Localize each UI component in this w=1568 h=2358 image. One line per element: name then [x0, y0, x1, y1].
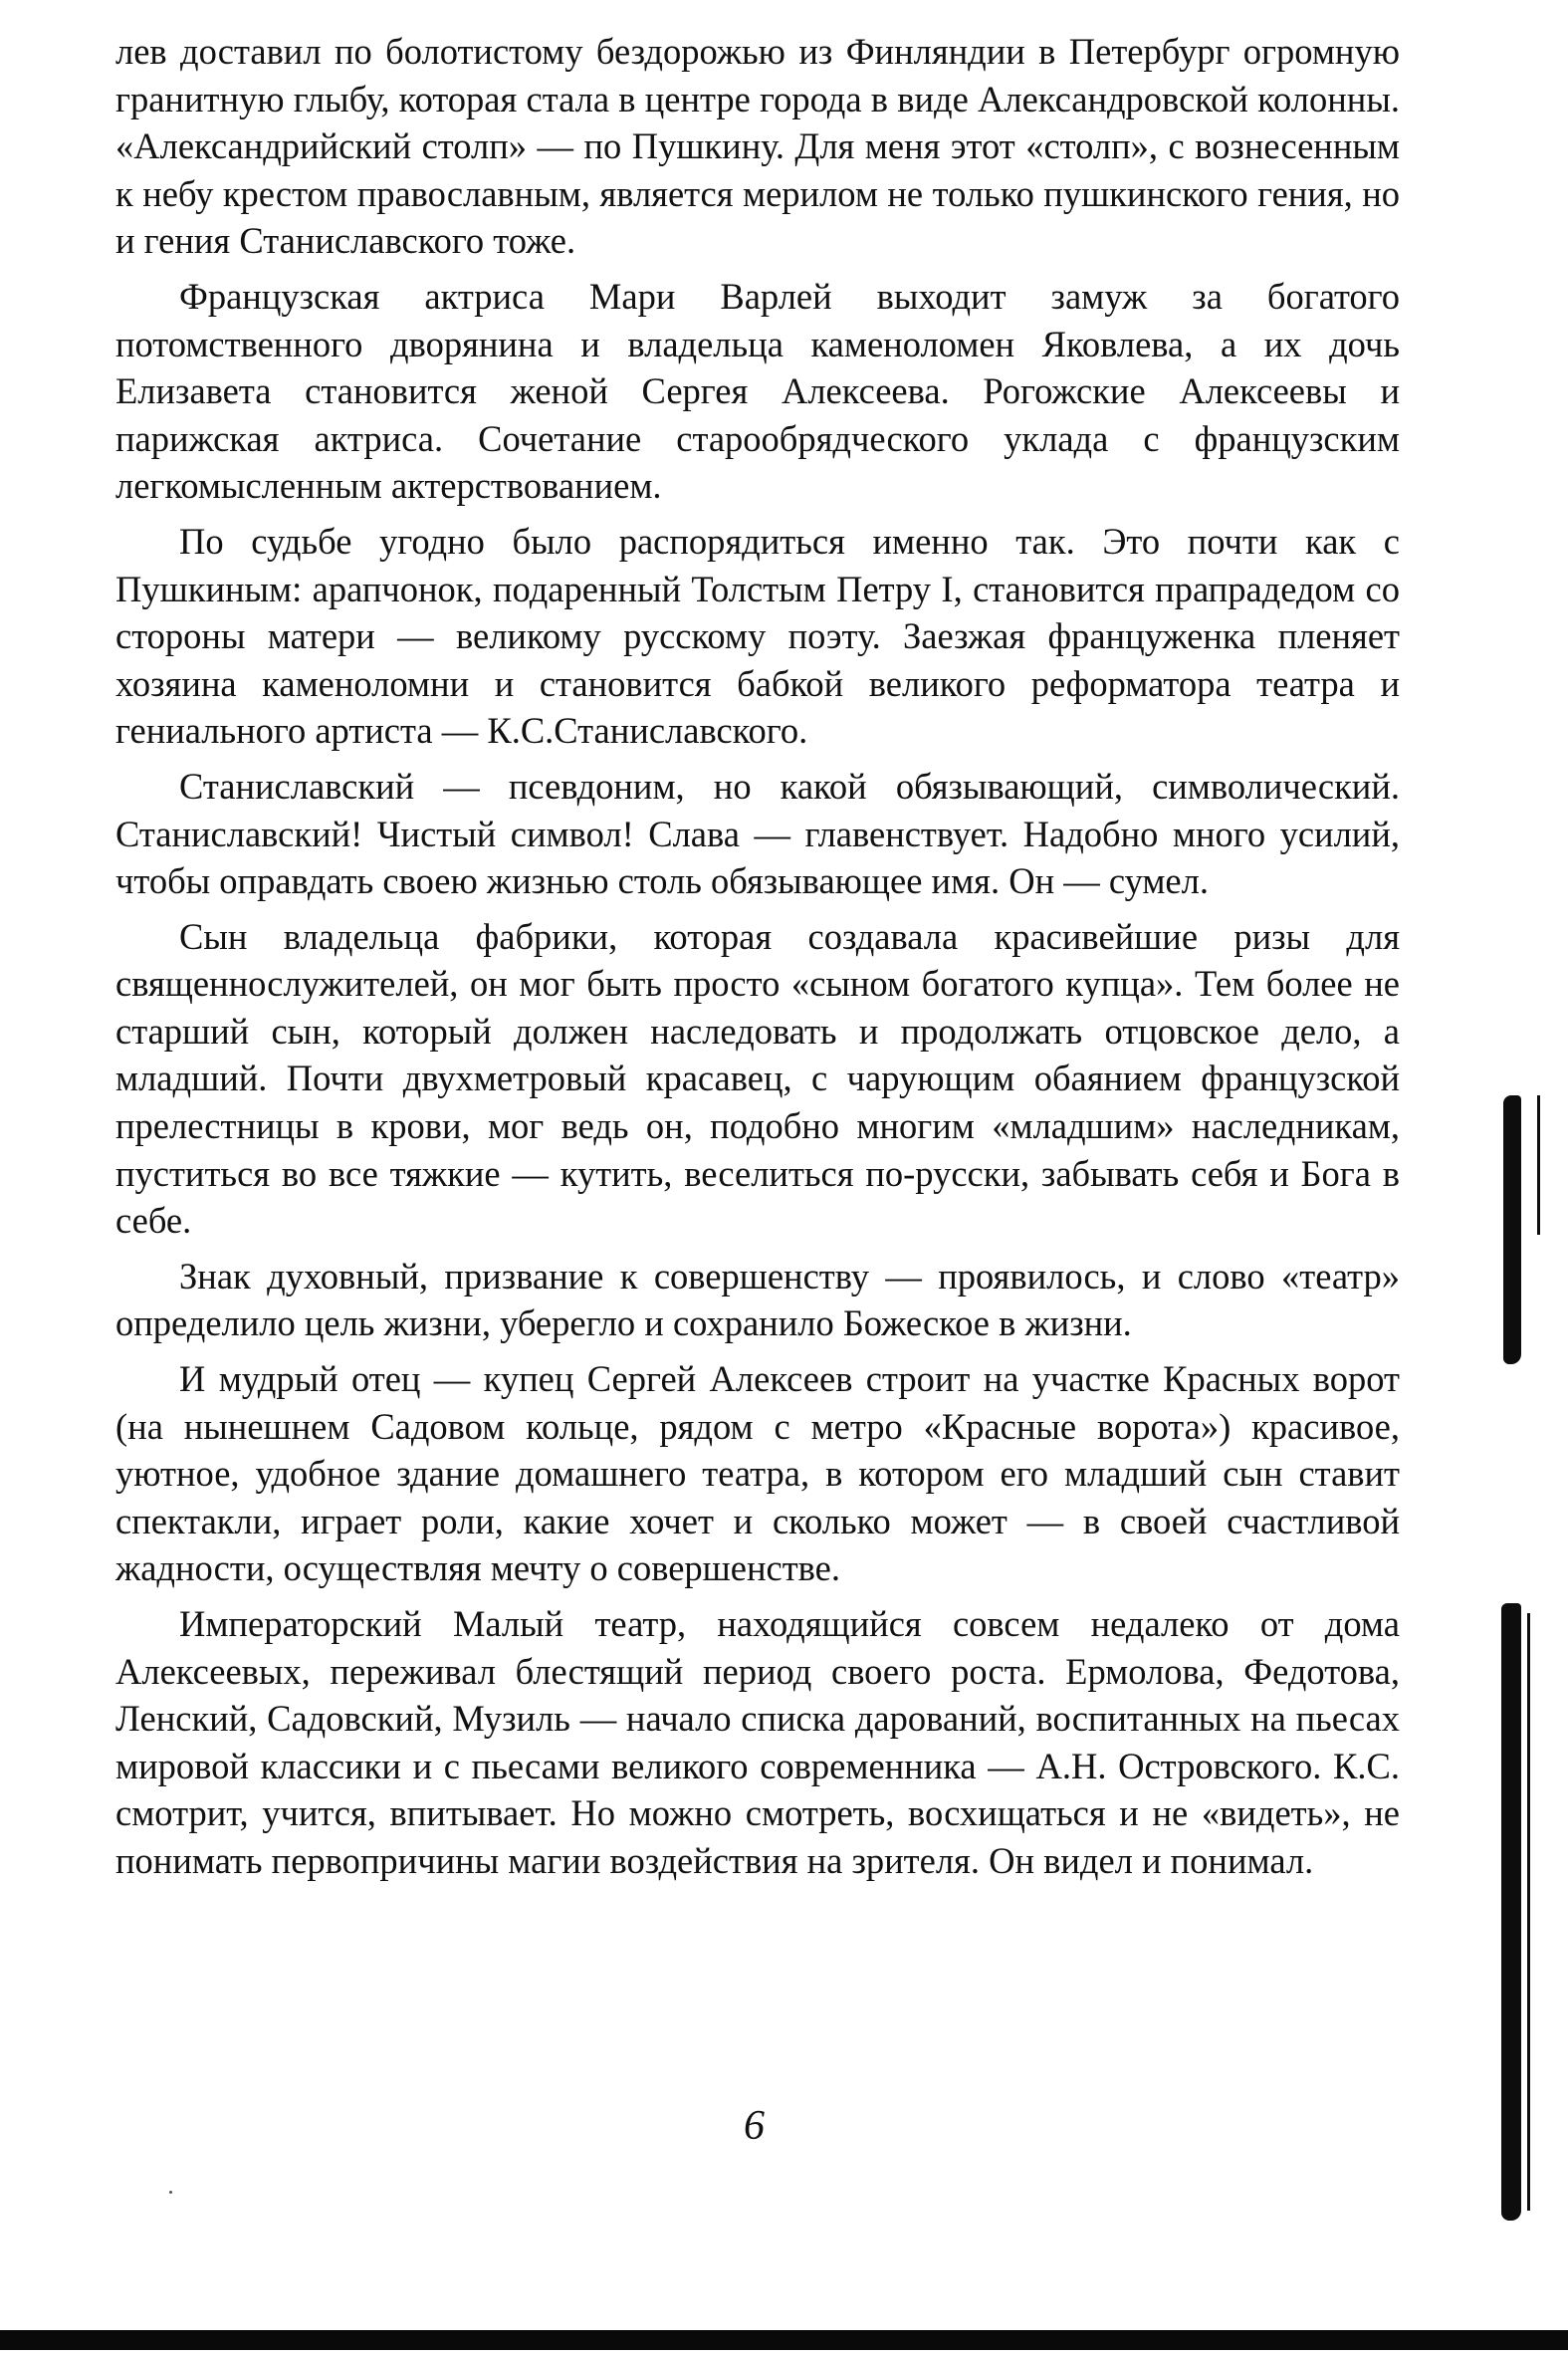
- paragraph-8: Императорский Малый театр, находящийся совсем недалеко от дома Алексеевых, переживал блестящий период своего роста. Ермолова, Федотова, Ленский, Садовский, Музиль — начало списка дарований, воспитанных на пьесах мировой классики и с пьесами великого современника — А.Н. Островского. К.С. смотрит, учится, впитывает. Но можно смотреть, восхищаться и не «видеть», не понимать первопричины магии воздействия на зрителя. Он видел и понимал.: [115, 1603, 1400, 1881]
- scan-smudge-lower: [1501, 1603, 1521, 2221]
- paragraph-5: Сын владельца фабрики, которая создавала красивейшие ризы для священнослужителей, он мог быть просто «сыном богатого купца». Тем более не старший сын, который должен наследовать и продолжать отцовское дело, а младший. Почти двухметровый красавец, с чарующим обаянием французской прелестницы в крови, мог ведь он, подобно многим «младшим» наследникам, пуститься во все тяжкие — кутить, веселиться по-русски, забывать себя и Бога в себе.: [115, 915, 1400, 1242]
- paragraph-7: И мудрый отец — купец Сергей Алексеев строит на участке Красных ворот (на нынешнем Садовом кольце, рядом с метро «Красные ворота») красивое, уютное, удобное здание домашнего театра, в котором его младший сын ставит спектакли, играет роли, какие хочет и сколько может — в своей счастливой жадности, осуществляя мечту о совершенстве.: [115, 1358, 1400, 1589]
- scan-bottom-edge: [0, 2330, 1568, 2350]
- paragraph-3: По судьбе угодно было распорядиться именно так. Это почти как с Пушкиным: арапчонок, подаренный Толстым Петру I, становится прапрадедом со стороны матери — великому русскому поэту. Заезжая француженка пленяет хозяина каменоломни и становится бабкой великого реформатора театра и гениального артиста — К.С.Станиславского.: [115, 520, 1400, 752]
- scan-speck: [169, 2191, 172, 2194]
- scan-streak-upper: [1537, 1095, 1540, 1235]
- paragraph-6: Знак духовный, призвание к совершенству — проявилось, и слово «театр» определило цель жизни, уберегло и сохранило Божеское в жизни.: [115, 1255, 1400, 1344]
- paragraph-1: лев доставил по болотистому бездорожью из Финляндии в Петербург огромную гранитную глыбу, которая стала в центре города в виде Александровской колонны. «Александрийский столп» — по Пушкину. Для меня этот «столп», с вознесенным к небу крестом православным, является мерилом не только пушкинского гения, но и гения Станиславского тоже.: [115, 31, 1400, 262]
- paragraph-2: Французская актриса Мари Варлей выходит замуж за богатого потомственного дворянина и владельца каменоломен Яковлева, а их дочь Елизавета становится женой Сергея Алексеева. Рогожские Алексеевы и парижская актриса. Сочетание старообрядческого уклада с французским легкомысленным актерствованием.: [115, 275, 1400, 507]
- scan-smudge-upper: [1503, 1095, 1521, 1364]
- page-number-text: 6: [744, 2103, 765, 2149]
- page-number: [0, 2101, 1568, 2151]
- scan-streak-lower: [1527, 1613, 1530, 2211]
- paragraph-4: Станиславский — псевдоним, но какой обязывающий, символический. Станиславский! Чистый символ! Слава — главенствует. Надобно много усилий, чтобы оправдать своею жизнью столь обязывающее имя. Он — сумел.: [115, 765, 1400, 902]
- body-text: [115, 28, 1400, 1893]
